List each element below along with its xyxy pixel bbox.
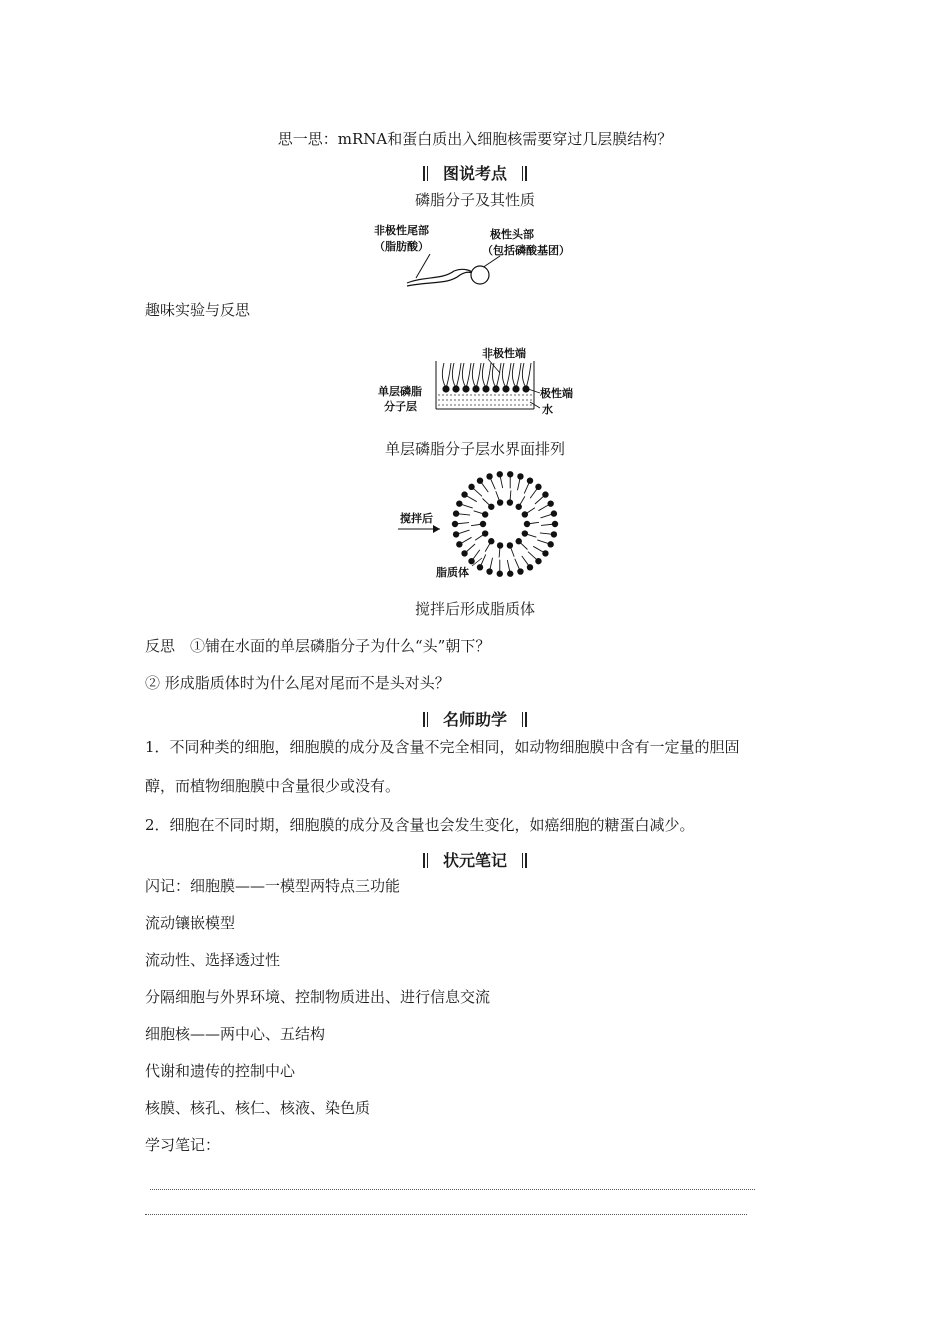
- phospholipid-head: [502, 385, 509, 392]
- fun-experiment-label: 趣味实验与反思: [145, 301, 251, 319]
- teacher-point-1b: 醇，而植物细胞膜中含量很少或没有。: [145, 777, 401, 795]
- fig2-label-layer-1: 单层磷脂: [378, 385, 422, 398]
- phospholipid-tail: [462, 363, 471, 388]
- liposome-outer-head: [517, 568, 523, 574]
- liposome-inner-head: [480, 521, 486, 527]
- fig1-tail-chain-1: [407, 272, 474, 286]
- figure3-caption: 搅拌后形成脂质体: [414, 600, 535, 618]
- phospholipid-tail: [452, 363, 461, 388]
- liposome-inner-head: [522, 511, 528, 517]
- fig2-label-nonpolar: 非极性端: [482, 347, 526, 360]
- section-title-figures: 图说考点: [442, 164, 507, 183]
- fig1-tail-pointer: [416, 254, 430, 278]
- liposome-outer-head: [468, 558, 474, 564]
- fig1-label-head-1: 极性头部: [490, 228, 534, 241]
- liposome-outer-head: [486, 473, 492, 479]
- liposome-outer-head: [468, 484, 474, 490]
- phospholipid-tail: [502, 363, 511, 388]
- section-title-notes: 状元笔记: [442, 851, 507, 870]
- liposome-inner-head: [516, 538, 522, 544]
- liposome-outer-head: [477, 477, 483, 483]
- liposome-inner-head: [507, 542, 513, 548]
- phospholipid-tail: [512, 363, 521, 388]
- section-heading-notes: [0, 848, 950, 871]
- fig1-label-head-2: （包括磷酸基团）: [482, 244, 570, 257]
- note-line: 流动镶嵌模型: [145, 914, 236, 932]
- liposome-inner-head: [488, 504, 494, 510]
- liposome-outer-head: [547, 541, 553, 547]
- liposome-inner-head: [516, 504, 522, 510]
- liposome-outer-head: [551, 510, 557, 516]
- notes-writing-line-1[interactable]: [150, 1189, 755, 1190]
- note-line: 分隔细胞与外界环境、控制物质进出、进行信息交流: [145, 988, 491, 1006]
- section-title-teacher: 名师助学: [442, 710, 507, 729]
- liposome-inner-head: [482, 511, 488, 517]
- phospholipid-tail: [472, 363, 481, 388]
- liposome-outer-head: [535, 558, 541, 564]
- fig3-label-stir: 搅拌后: [400, 512, 433, 525]
- phospholipid-head: [492, 385, 499, 392]
- question-text: 思一思：mRNA和蛋白质出入细胞核需要穿过几层膜结构？: [277, 130, 673, 148]
- liposome-outer-head: [527, 477, 533, 483]
- phospholipid-head: [472, 385, 479, 392]
- note-line: 细胞核——两中心、五结构: [145, 1025, 326, 1043]
- liposome-inner-head: [524, 521, 530, 527]
- study-notes-label: 学习笔记：: [145, 1136, 221, 1154]
- liposome-figure: [390, 466, 570, 584]
- liposome-inner-head: [507, 499, 513, 505]
- liposome-outer-head: [542, 550, 548, 556]
- liposome-inner-head: [497, 499, 503, 505]
- liposome-outer-head: [456, 541, 462, 547]
- liposome-outer-head: [453, 510, 459, 516]
- liposome-inner-head: [488, 538, 494, 544]
- liposome-inner-head: [522, 530, 528, 536]
- phospholipid-head: [482, 385, 489, 392]
- fig2-label-polar: 极性端: [540, 387, 573, 400]
- phospholipid-head: [452, 385, 459, 392]
- figure2-caption: 单层磷脂分子层水界面排列: [384, 440, 565, 458]
- liposome-outer-head: [535, 484, 541, 490]
- fig1-label-tail-1: 非极性尾部: [374, 224, 429, 237]
- note-line: 流动性、选择透过性: [145, 951, 281, 969]
- reflection-question-2: ② 形成脂质体时为什么尾对尾而不是头对头？: [145, 674, 450, 692]
- heading-bar-right: [521, 851, 528, 870]
- liposome-outer-head: [461, 491, 467, 497]
- liposome-inner-head: [482, 530, 488, 536]
- fig1-polar-head: [471, 266, 489, 284]
- fig3-label-liposome: 脂质体: [436, 566, 469, 579]
- heading-bar-right: [521, 164, 528, 183]
- liposome-outer-head: [497, 471, 503, 477]
- fig2-label-layer-2: 分子层: [384, 400, 417, 413]
- heading-bar-right: [521, 710, 528, 729]
- fig3-arrow-head-icon: [433, 525, 440, 533]
- phospholipid-molecule-figure: [360, 218, 600, 293]
- fig2-label-water: 水: [542, 403, 553, 416]
- heading-bar-left: [422, 851, 429, 870]
- liposome-outer-head: [507, 571, 513, 577]
- liposome-outer-head: [547, 500, 553, 506]
- fig1-label-tail-2: （脂肪酸）: [374, 240, 429, 253]
- phospholipid-head: [512, 385, 519, 392]
- phospholipid-tail: [442, 363, 451, 388]
- liposome-outer-head: [477, 564, 483, 570]
- liposome-outer-head: [507, 471, 513, 477]
- note-line: 核膜、核孔、核仁、核液、染色质: [145, 1099, 371, 1117]
- heading-bar-left: [422, 164, 429, 183]
- note-line: 闪记：细胞膜——一模型两特点三功能: [145, 877, 401, 895]
- phospholipid-tail: [522, 363, 531, 388]
- fig3-liposome-molecules: [452, 471, 558, 577]
- liposome-outer-head: [497, 571, 503, 577]
- liposome-outer-head: [486, 568, 492, 574]
- phospholipid-tail: [482, 363, 491, 388]
- liposome-outer-head: [517, 473, 523, 479]
- section-heading-teacher: [0, 707, 950, 730]
- liposome-outer-head: [456, 500, 462, 506]
- liposome-outer-head: [542, 491, 548, 497]
- phospholipid-tail: [492, 363, 501, 388]
- note-line: 代谢和遗传的控制中心: [145, 1062, 296, 1080]
- liposome-outer-head: [461, 550, 467, 556]
- teacher-point-1a: 1．不同种类的细胞，细胞膜的成分及含量不完全相同，如动物细胞膜中含有一定量的胆固: [145, 738, 740, 756]
- liposome-outer-head: [552, 521, 558, 527]
- liposome-outer-head: [453, 531, 459, 537]
- liposome-outer-head: [527, 564, 533, 570]
- figure1-caption: 磷脂分子及其性质: [414, 191, 535, 209]
- heading-bar-left: [422, 710, 429, 729]
- liposome-inner-head: [497, 542, 503, 548]
- teacher-point-2: 2．细胞在不同时期，细胞膜的成分及含量也会发生变化，如癌细胞的糖蛋白减少。: [145, 816, 695, 834]
- monolayer-figure: [370, 345, 585, 417]
- liposome-outer-head: [452, 521, 458, 527]
- phospholipid-head: [462, 385, 469, 392]
- reflection-question-1: 反思 ①铺在水面的单层磷脂分子为什么“头”朝下？: [145, 637, 491, 655]
- section-heading-figures: [0, 161, 950, 184]
- fig2-molecules: [442, 359, 531, 393]
- phospholipid-head: [442, 385, 449, 392]
- notes-writing-line-2[interactable]: [145, 1214, 747, 1215]
- liposome-outer-head: [551, 531, 557, 537]
- fig1-head-pointer: [482, 256, 500, 268]
